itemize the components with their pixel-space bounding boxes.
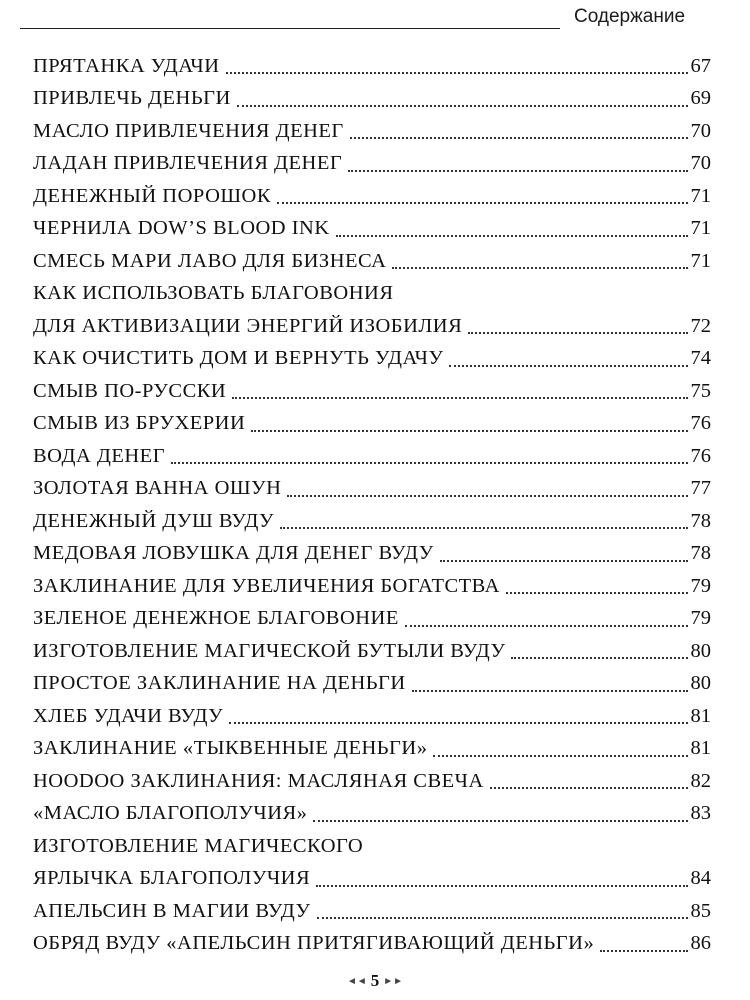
- dot-leader: [392, 267, 687, 269]
- toc-entry-title: ЗАКЛИНАНИЕ ДЛЯ УВЕЛИЧЕНИЯ БОГАТСТВА: [33, 574, 500, 597]
- toc-entry[interactable]: [33, 505, 711, 538]
- toc-entry-title: КАК ИСПОЛЬЗОВАТЬ БЛАГОВОНИЯ: [33, 282, 394, 305]
- toc-entry-title: ДЕНЕЖНЫЙ ПОРОШОК: [33, 184, 272, 207]
- toc-entry-title: ЯРЛЫЧКА БЛАГОПОЛУЧИЯ: [33, 867, 311, 890]
- toc-entry-page: 72: [690, 314, 711, 337]
- toc-entry-title: ДЛЯ АКТИВИЗАЦИИ ЭНЕРГИЙ ИЗОБИЛИЯ: [33, 314, 463, 337]
- page-header: [0, 6, 750, 36]
- dot-leader: [237, 105, 688, 107]
- toc-entry-title: ХЛЕБ УДАЧИ ВУДУ: [33, 704, 224, 727]
- toc-entry[interactable]: [33, 148, 711, 181]
- toc-entry-page: 67: [690, 54, 711, 77]
- toc-entry-page: 76: [690, 412, 711, 435]
- toc-entry-page: 70: [690, 152, 711, 175]
- toc-entry-page: 80: [690, 639, 711, 662]
- toc-entry-page: 71: [690, 249, 711, 272]
- toc-entry[interactable]: [33, 213, 711, 246]
- toc-entry[interactable]: [33, 928, 711, 961]
- toc-entry-page: 71: [690, 184, 711, 207]
- toc-entry-title: МАСЛО ПРИВЛЕЧЕНИЯ ДЕНЕГ: [33, 119, 344, 142]
- toc-entry-page: 86: [690, 932, 711, 955]
- toc-entry-page: 78: [690, 509, 711, 532]
- toc-entry[interactable]: [33, 115, 711, 148]
- toc-entry[interactable]: [33, 408, 711, 441]
- dot-leader: [506, 592, 688, 594]
- left-ornament-icon: ◄◄: [346, 976, 367, 987]
- toc-entry-title: ЛАДАН ПРИВЛЕЧЕНИЯ ДЕНЕГ: [33, 152, 343, 175]
- toc-entry-page: 70: [690, 119, 711, 142]
- toc-entry[interactable]: [33, 863, 711, 896]
- toc-entry-title: ПРОСТОЕ ЗАКЛИНАНИЕ НА ДЕНЬГИ: [33, 672, 406, 695]
- toc-entry-page: 81: [690, 737, 711, 760]
- dot-leader: [440, 560, 688, 562]
- toc-entry[interactable]: [33, 245, 711, 278]
- toc-entry[interactable]: [33, 538, 711, 571]
- dot-leader: [405, 625, 688, 627]
- dot-leader: [229, 722, 687, 724]
- toc-entry[interactable]: [33, 895, 711, 928]
- dot-leader: [449, 365, 687, 367]
- right-ornament-icon: ►►: [383, 976, 404, 987]
- toc-entry-title: ИЗГОТОВЛЕНИЕ МАГИЧЕСКОГО: [33, 834, 364, 857]
- toc-entry-title: ЧЕРНИЛА DOW’S BLOOD INK: [33, 217, 330, 240]
- toc-entry-title: ЗАКЛИНАНИЕ «ТЫКВЕННЫЕ ДЕНЬГИ»: [33, 737, 428, 760]
- toc-entry-page: 71: [690, 217, 711, 240]
- toc-entry[interactable]: [33, 83, 711, 116]
- toc-entry-title: ДЕНЕЖНЫЙ ДУШ ВУДУ: [33, 509, 275, 532]
- section-title: Содержание: [574, 6, 686, 27]
- toc-entry-page: 77: [690, 477, 711, 500]
- dot-leader: [350, 137, 688, 139]
- toc-entry-title: КАК ОЧИСТИТЬ ДОМ И ВЕРНУТЬ УДАЧУ: [33, 347, 444, 370]
- toc-entry-page: 69: [690, 87, 711, 110]
- table-of-contents: [33, 50, 711, 960]
- dot-leader: [490, 787, 688, 789]
- toc-entry-title: ЗЕЛЕНОЕ ДЕНЕЖНОЕ БЛАГОВОНИЕ: [33, 607, 399, 630]
- toc-entry[interactable]: [33, 765, 711, 798]
- toc-entry[interactable]: [33, 603, 711, 636]
- dot-leader: [511, 657, 687, 659]
- toc-entry-title: HOODOO ЗАКЛИНАНИЯ: МАСЛЯНАЯ СВЕЧА: [33, 769, 484, 792]
- dot-leader: [433, 755, 687, 757]
- toc-entry-page: 74: [690, 347, 711, 370]
- dot-leader: [280, 527, 687, 529]
- toc-entry-title: ЗОЛОТАЯ ВАННА ОШУН: [33, 477, 282, 500]
- dot-leader: [348, 170, 687, 172]
- toc-entry-title: СМЫВ ИЗ БРУХЕРИИ: [33, 412, 246, 435]
- toc-entry[interactable]: [33, 668, 711, 701]
- dot-leader: [412, 690, 688, 692]
- toc-entry-page: 81: [690, 704, 711, 727]
- toc-entry[interactable]: [33, 570, 711, 603]
- toc-entry[interactable]: [33, 700, 711, 733]
- toc-entry[interactable]: [33, 278, 711, 311]
- toc-entry-page: 79: [690, 607, 711, 630]
- toc-entry[interactable]: [33, 375, 711, 408]
- header-rule: [20, 28, 560, 29]
- toc-entry-title: ПРИВЛЕЧЬ ДЕНЬГИ: [33, 87, 231, 110]
- dot-leader: [232, 397, 687, 399]
- toc-entry[interactable]: [33, 733, 711, 766]
- toc-entry-page: 76: [690, 444, 711, 467]
- toc-entry[interactable]: [33, 180, 711, 213]
- dot-leader: [226, 72, 688, 74]
- dot-leader: [313, 820, 687, 822]
- toc-entry[interactable]: [33, 473, 711, 506]
- toc-entry[interactable]: [33, 440, 711, 473]
- toc-entry-page: 84: [690, 867, 711, 890]
- toc-entry-title: ИЗГОТОВЛЕНИЕ МАГИЧЕСКОЙ БУТЫЛИ ВУДУ: [33, 639, 506, 662]
- toc-entry-title: СМЫВ ПО-РУССКИ: [33, 379, 227, 402]
- dot-leader: [600, 950, 687, 952]
- toc-entry-title: ОБРЯД ВУДУ «АПЕЛЬСИН ПРИТЯГИВАЮЩИЙ ДЕНЬГИ»: [33, 932, 595, 955]
- toc-entry-title: СМЕСЬ МАРИ ЛАВО ДЛЯ БИЗНЕСА: [33, 249, 387, 272]
- toc-entry-page: 80: [690, 672, 711, 695]
- dot-leader: [336, 235, 688, 237]
- toc-entry[interactable]: [33, 635, 711, 668]
- page-footer: [0, 971, 750, 991]
- toc-entry-title: «МАСЛО БЛАГОПОЛУЧИЯ»: [33, 802, 308, 825]
- toc-entry[interactable]: [33, 50, 711, 83]
- toc-entry-title: АПЕЛЬСИН В МАГИИ ВУДУ: [33, 899, 311, 922]
- toc-entry-page: 83: [690, 802, 711, 825]
- toc-entry-page: 75: [690, 379, 711, 402]
- dot-leader: [251, 430, 687, 432]
- toc-entry-title: МЕДОВАЯ ЛОВУШКА ДЛЯ ДЕНЕГ ВУДУ: [33, 542, 434, 565]
- toc-entry[interactable]: [33, 343, 711, 376]
- dot-leader: [287, 495, 687, 497]
- toc-entry-title: ПРЯТАНКА УДАЧИ: [33, 54, 220, 77]
- toc-entry-page: 85: [690, 899, 711, 922]
- toc-entry-page: 78: [690, 542, 711, 565]
- toc-entry[interactable]: [33, 310, 711, 343]
- dot-leader: [468, 332, 687, 334]
- toc-entry[interactable]: [33, 798, 711, 831]
- toc-entry-title: ВОДА ДЕНЕГ: [33, 444, 166, 467]
- dot-leader: [316, 885, 687, 887]
- toc-entry-page: 79: [690, 574, 711, 597]
- dot-leader: [171, 462, 687, 464]
- toc-entry-page: 82: [690, 769, 711, 792]
- dot-leader: [317, 917, 688, 919]
- page-number: 5: [370, 971, 380, 990]
- toc-entry[interactable]: [33, 830, 711, 863]
- dot-leader: [277, 202, 687, 204]
